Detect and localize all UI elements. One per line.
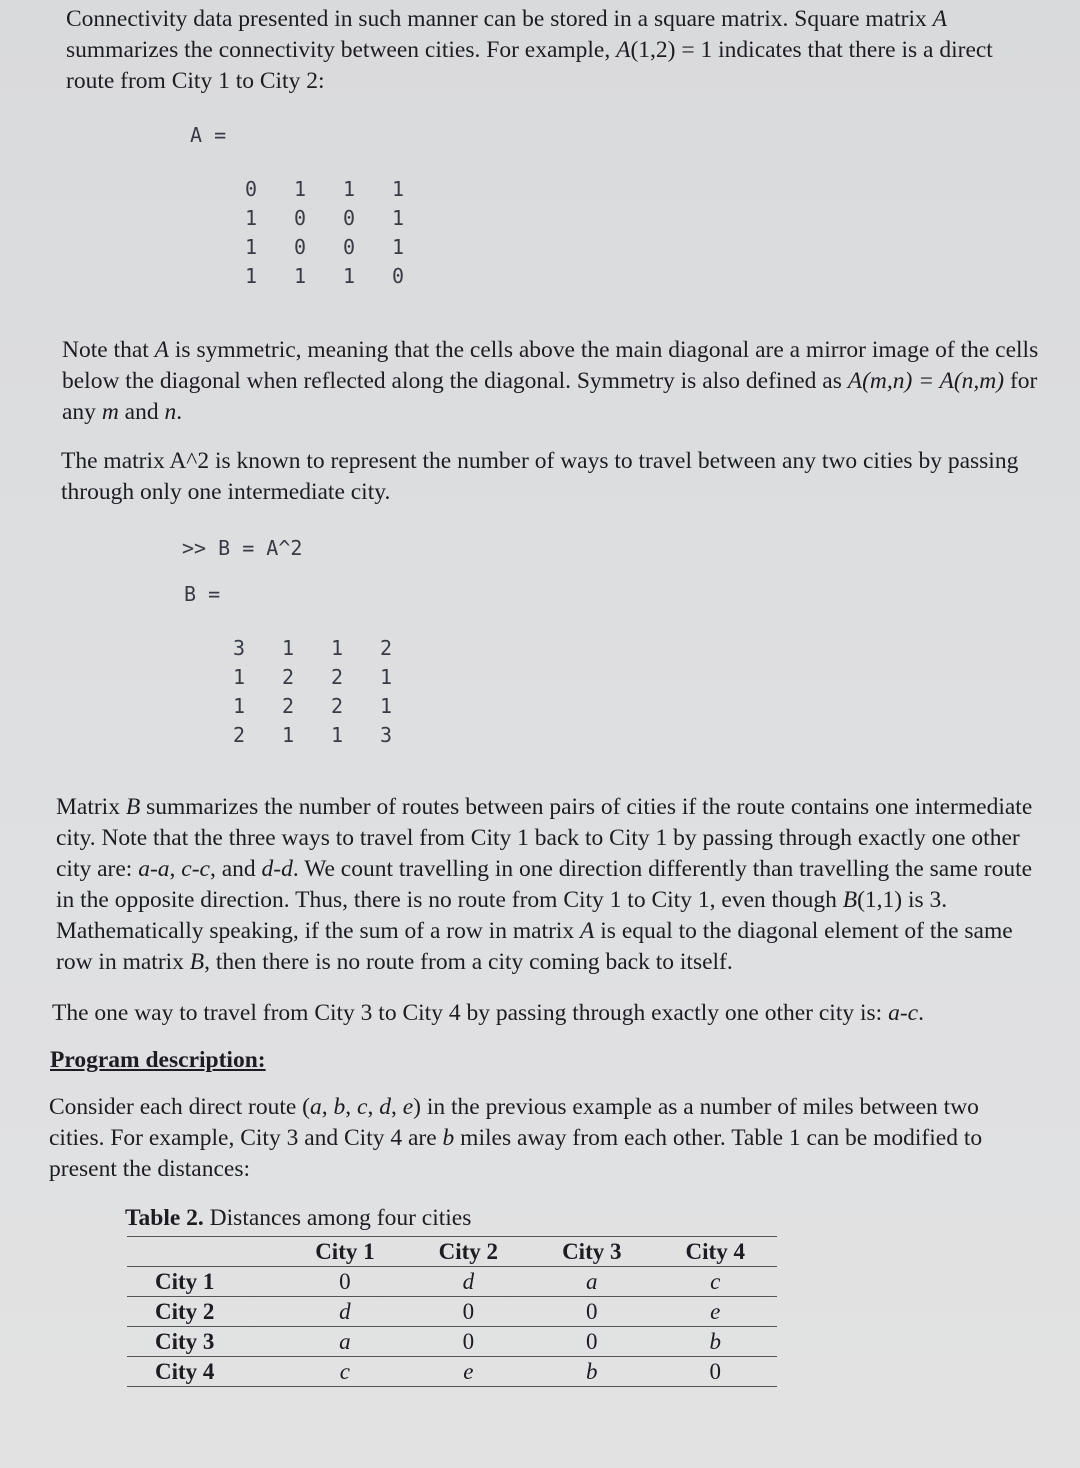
text-segment: Consider each direct route ( [49, 1094, 311, 1120]
table-cell: e [654, 1297, 778, 1327]
table-cell: 0 [530, 1327, 653, 1357]
text-segment: , [321, 1094, 334, 1120]
table-cell: 0 [530, 1297, 653, 1327]
text-segment: . [918, 1000, 924, 1026]
table-row [127, 1327, 777, 1357]
matrix-cell: 1 [391, 177, 404, 201]
matrix-cell: 1 [342, 264, 355, 288]
route-paragraph [52, 998, 1037, 1029]
text-segment: is symmetric, meaning that the cells above the main diagonal are a mirror image of the cells below the diagonal when reflected along the diagonal. Symmetry is also defined as [62, 337, 1039, 394]
matrix-cell: 1 [281, 636, 294, 660]
math-term: m [101, 399, 119, 425]
matrix-cell: 1 [244, 264, 257, 288]
matrix-cell: 1 [342, 177, 355, 201]
matrix-cell: 2 [281, 694, 294, 718]
table-cell: b [530, 1357, 653, 1387]
row-label: City 1 [127, 1267, 283, 1297]
math-term: a-a [138, 856, 170, 882]
table-cell: 0 [407, 1297, 530, 1327]
math-term: A(m,n) = A(n,m) [847, 368, 1005, 394]
text-segment: , [169, 856, 182, 882]
command-line: >> B = A^2 [182, 536, 303, 560]
header-city-2: City 2 [407, 1237, 530, 1267]
matrix-b-label: B = [184, 582, 221, 606]
text-segment: The matrix A^2 is known to represent the number of ways to travel between any two cities by passing through only one intermediate city. [61, 448, 1019, 505]
table-cell: 0 [407, 1327, 530, 1357]
math-term: A [616, 37, 631, 63]
text-segment: , and [209, 856, 262, 882]
matrix-cell: 1 [293, 264, 306, 288]
table-cell: a [283, 1327, 406, 1357]
table-row [127, 1297, 777, 1327]
text-segment: , then there is no route from a city coming back to itself. [204, 949, 733, 975]
table-caption-number: Table 2. [125, 1205, 204, 1231]
text-segment: (1,2) = 1 indicates that there is a direct route from City 1 to City 2: [66, 37, 993, 94]
table-cell: e [407, 1357, 530, 1387]
matrix-b [196, 634, 1080, 750]
table-caption-text: Distances among four cities [203, 1205, 472, 1231]
header-city-4: City 4 [654, 1237, 778, 1267]
matrix-cell: 1 [244, 235, 257, 259]
math-term: B [842, 887, 858, 913]
math-term: n [164, 399, 177, 425]
text-segment: miles away from each other. Table 1 can be modified to present the distances: [49, 1125, 983, 1182]
text-segment: ) in the previous example as a number of miles between two cities. For example, City 3 and City 4 are [49, 1094, 979, 1151]
row-label: City 4 [127, 1357, 283, 1387]
header-city-1: City 1 [283, 1237, 406, 1267]
matrix-cell: 2 [379, 636, 392, 660]
math-term: a [310, 1094, 322, 1120]
math-term: A [932, 6, 947, 32]
matrix-cell: 1 [391, 235, 404, 259]
matrix-cell: 0 [244, 177, 257, 201]
matrix-cell: 3 [232, 636, 245, 660]
matrix-cell: 1 [281, 723, 294, 747]
math-term: A [154, 337, 170, 363]
matrix-row [208, 262, 1080, 291]
matrix-cell: 1 [379, 694, 392, 718]
text-segment: . We count travelling in one direction differently than travelling the same route in the opposite direction. Thus, there is no route from City 1 to City 1, even though [56, 856, 1033, 913]
math-term: b [333, 1094, 346, 1120]
text-segment: is equal to the diagonal element of the same row in matrix [56, 918, 1013, 975]
matrix-a [208, 175, 1080, 291]
row-label: City 2 [127, 1297, 283, 1327]
matrix-cell: 2 [281, 665, 294, 689]
table-header-row [127, 1237, 777, 1267]
matrix-row [196, 721, 1080, 750]
matrix-row [208, 233, 1080, 262]
symmetry-paragraph [62, 335, 1047, 428]
matrix-cell: 0 [293, 235, 306, 259]
matrix-cell: 1 [232, 665, 245, 689]
distance-table [127, 1236, 777, 1387]
header-empty [127, 1237, 283, 1267]
math-term: B [189, 949, 205, 975]
table-row [127, 1267, 777, 1297]
matrix-row [196, 692, 1080, 721]
table-cell: b [654, 1327, 778, 1357]
matrix-cell: 1 [293, 177, 306, 201]
matrix-cell: 2 [232, 723, 245, 747]
matrix-row [208, 204, 1080, 233]
table-cell: a [530, 1267, 653, 1297]
math-term: b [442, 1125, 455, 1151]
text-segment: , [390, 1094, 403, 1120]
matrix-cell: 0 [342, 206, 355, 230]
matrix-cell: 1 [379, 665, 392, 689]
text-segment: and [118, 399, 165, 425]
text-segment: summarizes the connectivity between cities. For example, [66, 37, 617, 63]
text-segment: summarizes the number of routes between pairs of cities if the route contains one intermediate city. Note that the three ways to travel from City 1 back to City 1 by passing through exactly one other city are: [56, 794, 1033, 882]
matrix-cell: 2 [330, 694, 343, 718]
text-segment: Connectivity data presented in such manner can be stored in a square matrix. Square matrix [66, 6, 933, 32]
matrix-cell: 1 [330, 723, 343, 747]
matrix-cell: 1 [391, 206, 404, 230]
matrix-row [196, 663, 1080, 692]
text-segment: for any [62, 368, 1038, 425]
matrix-row [196, 634, 1080, 663]
table-caption [125, 1203, 1080, 1234]
matrix-b-paragraph [56, 792, 1041, 978]
matrix-cell: 1 [244, 206, 257, 230]
math-term: c [357, 1094, 368, 1120]
program-paragraph [49, 1092, 1019, 1185]
header-city-3: City 3 [530, 1237, 653, 1267]
table-cell: 0 [283, 1267, 406, 1297]
math-term: c-c [181, 856, 210, 882]
text-segment: . [176, 399, 183, 425]
intro-paragraph [66, 4, 1041, 97]
math-term: e [402, 1094, 414, 1120]
a-squared-paragraph [61, 446, 1031, 508]
program-description-heading: Program description: [50, 1047, 266, 1073]
row-label: City 3 [127, 1327, 283, 1357]
text-segment: , [367, 1094, 380, 1120]
table-row [127, 1357, 777, 1387]
matrix-a-label: A = [190, 123, 227, 147]
math-term: a-c [888, 1000, 919, 1026]
matrix-row [208, 175, 1080, 204]
table-cell: d [407, 1267, 530, 1297]
math-term: A [580, 918, 595, 944]
text-segment: Note that [62, 337, 155, 363]
matrix-cell: 2 [330, 665, 343, 689]
math-term: d-d [261, 856, 293, 882]
matrix-cell: 3 [379, 723, 392, 747]
matrix-cell: 0 [293, 206, 306, 230]
matrix-cell: 0 [342, 235, 355, 259]
matrix-cell: 1 [330, 636, 343, 660]
matrix-cell: 1 [232, 694, 245, 718]
text-segment: , [345, 1094, 358, 1120]
table-cell: c [654, 1267, 778, 1297]
table-cell: c [283, 1357, 406, 1387]
text-segment: The one way to travel from City 3 to City 4 by passing through exactly one other city is: [52, 1000, 889, 1026]
matrix-cell: 0 [391, 264, 404, 288]
table-cell: 0 [654, 1357, 778, 1387]
text-segment: Matrix [56, 794, 126, 820]
math-term: d [379, 1094, 391, 1120]
table-cell: d [283, 1297, 406, 1327]
text-segment: (1,1) is 3. Mathematically speaking, if the sum of a row in matrix [56, 887, 948, 944]
math-term: B [125, 794, 141, 820]
